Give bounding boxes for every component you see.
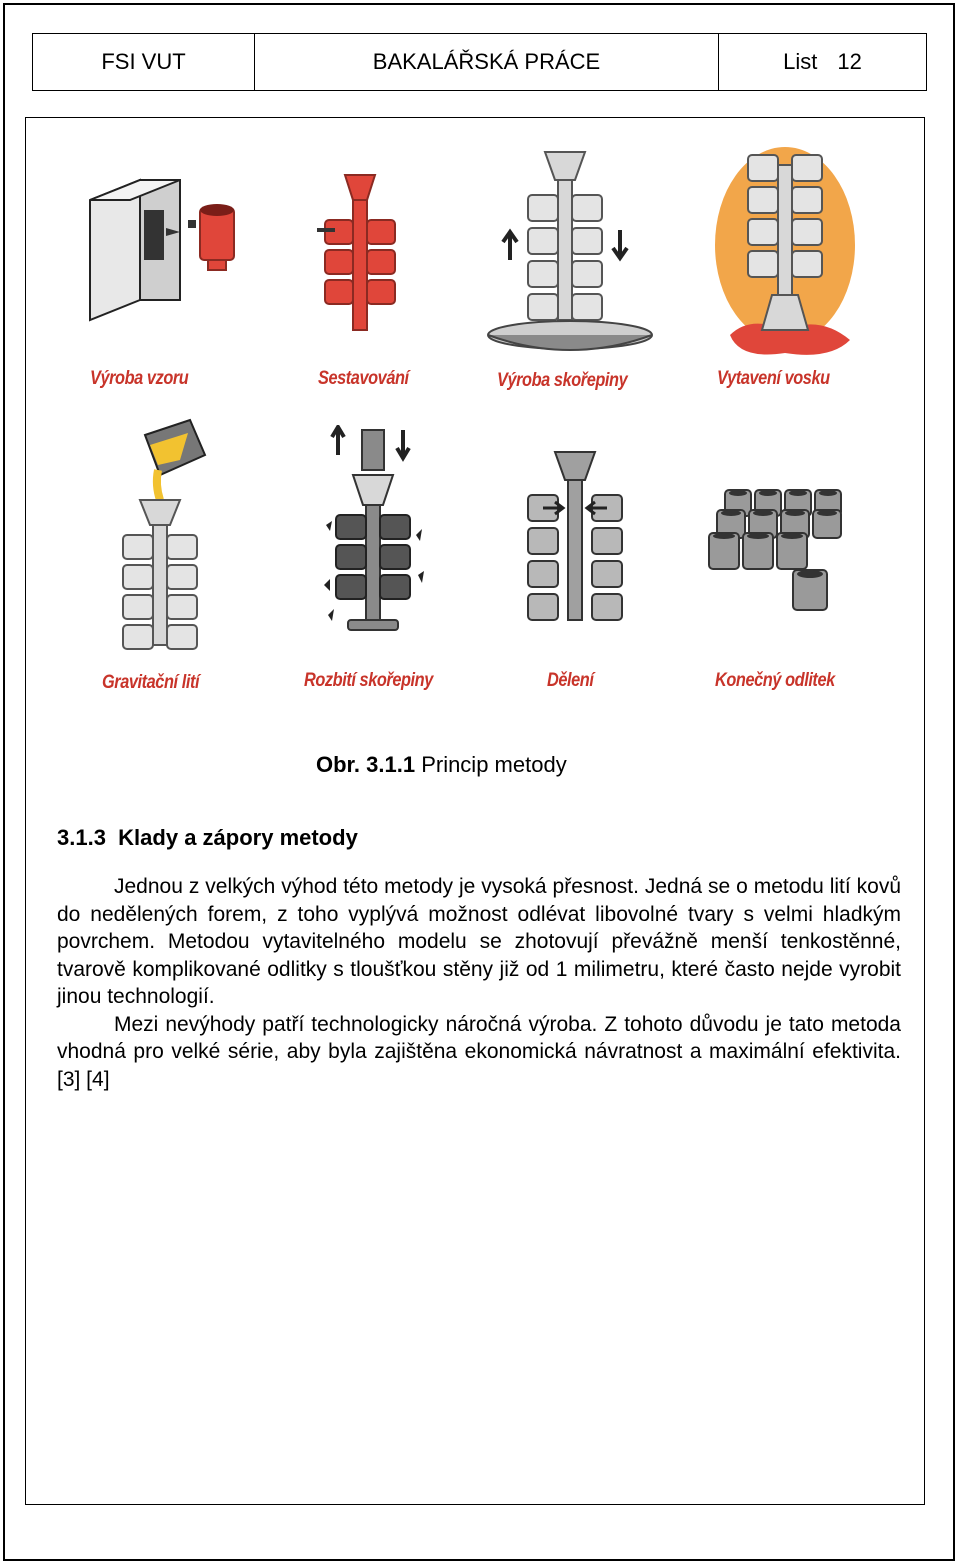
cutting-icon [515, 450, 635, 630]
figure-caption [316, 752, 567, 778]
wax-melting-icon [710, 145, 860, 365]
header-sheet [719, 34, 926, 90]
shell-dipping-icon [485, 150, 655, 360]
panel-label-gravity-casting: Gravitační lití [102, 672, 200, 693]
panel-label-wax-melting: Vytavení vosku [717, 368, 830, 389]
process-figure [60, 140, 900, 720]
section-number: 3.1.3 [57, 825, 106, 850]
paragraph-disadvantages: Mezi nevýhody patří technologicky náročná výroba. Z tohoto důvodu je tato metoda vhodná pro velké série, aby byla zajištěna ekonomická návratnost a maximální efektivita. [3] [4] [57, 1012, 901, 1091]
panel-final-casting [705, 485, 905, 615]
panel-shell-making [485, 150, 685, 360]
section-title: Klady a zápory metody [118, 825, 358, 850]
final-castings-icon [705, 485, 845, 615]
panel-wax-melting [710, 145, 910, 365]
header-sheet-number: 12 [837, 49, 862, 74]
panel-label-final-casting: Konečný odlitek [715, 670, 835, 691]
header-doc-type: BAKALÁŘSKÁ PRÁCE [255, 34, 719, 90]
panel-shell-breaking [318, 425, 518, 655]
panel-label-pattern-making: Výroba vzoru [90, 368, 189, 389]
figure-caption-text: Princip metody [421, 752, 567, 777]
panel-gravity-casting [110, 415, 310, 655]
panel-label-shell-breaking: Rozbití skořepiny [304, 670, 433, 691]
header-sheet-label: List [783, 49, 818, 74]
panel-label-cutting: Dělení [547, 670, 594, 691]
figure-caption-number: Obr. 3.1.1 [316, 752, 416, 777]
body-text [57, 873, 901, 1093]
paragraph-advantages: Jednou z velkých výhod této metody je vysoká přesnost. Jedná se o metodu lití kovů do nedělených forem, z toho vyplývá možnost odlévat libovolné tvary s velmi hladkým povrchem. Metodou vytavitelného modelu se zhotovují převážně menší tenkostěnné, tvarově komplikované odlitky s tloušťkou stěny již od 1 milimetru, které často nejde vyrobit jinou technologií. [57, 875, 901, 1008]
panel-cutting [515, 450, 715, 630]
header-institution: FSI VUT [33, 34, 255, 90]
panel-pattern-making [80, 170, 280, 330]
die-mold-icon [80, 170, 250, 330]
page-header [32, 33, 927, 91]
panel-label-assembly: Sestavování [318, 368, 409, 389]
wax-tree-assembly-icon [315, 170, 425, 340]
pouring-ladle-icon [110, 415, 220, 655]
panel-label-shell-making: Výroba skořepiny [497, 370, 628, 391]
section-heading [57, 825, 358, 851]
shell-breaking-icon [318, 425, 428, 655]
